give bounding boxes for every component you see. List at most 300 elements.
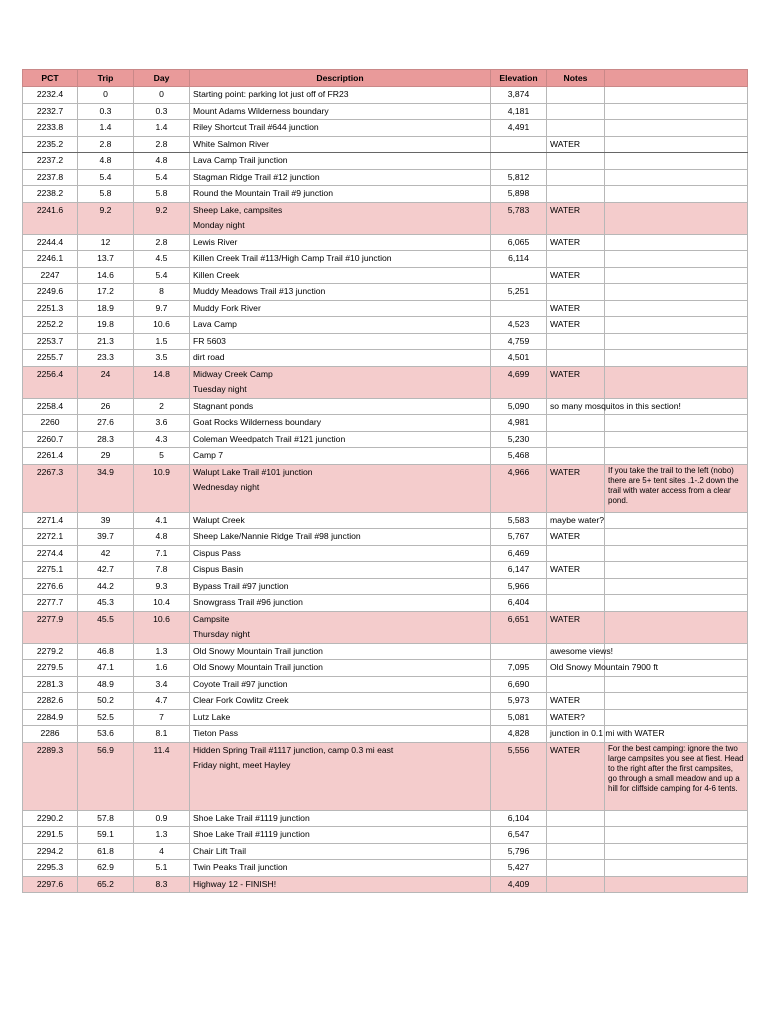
cell-trip: 14.6 xyxy=(78,267,134,284)
cell-day: 2.8 xyxy=(134,136,190,153)
header-elevation: Elevation xyxy=(491,70,547,87)
table-row xyxy=(23,103,748,120)
cell-elevation xyxy=(491,643,547,660)
cell-pct: 2277.7 xyxy=(23,595,78,612)
cell-day: 8 xyxy=(134,284,190,301)
cell-trip: 24 xyxy=(78,366,134,398)
table-row xyxy=(23,251,748,268)
table-row xyxy=(23,398,748,415)
cell-extra-notes xyxy=(605,860,748,877)
cell-pct: 2253.7 xyxy=(23,333,78,350)
cell-trip: 45.3 xyxy=(78,595,134,612)
cell-description xyxy=(190,317,491,334)
cell-description xyxy=(190,529,491,546)
cell-day: 3.4 xyxy=(134,676,190,693)
cell-trip: 61.8 xyxy=(78,843,134,860)
cell-day: 4.8 xyxy=(134,153,190,170)
cell-notes: WATER xyxy=(547,742,605,810)
cell-pct: 2233.8 xyxy=(23,120,78,137)
cell-extra-notes xyxy=(605,284,748,301)
cell-trip: 42 xyxy=(78,545,134,562)
description-line: Campsite xyxy=(193,613,230,624)
cell-elevation: 6,651 xyxy=(491,611,547,643)
cell-pct: 2255.7 xyxy=(23,350,78,367)
cell-pct: 2286 xyxy=(23,726,78,743)
cell-day: 5.4 xyxy=(134,169,190,186)
cell-day: 4.1 xyxy=(134,512,190,529)
cell-pct: 2237.2 xyxy=(23,153,78,170)
description-line: Tuesday night xyxy=(193,384,247,394)
cell-elevation: 5,090 xyxy=(491,398,547,415)
cell-description xyxy=(190,448,491,465)
cell-pct: 2282.6 xyxy=(23,693,78,710)
description-line: Walupt Lake Trail #101 junction xyxy=(193,466,313,477)
cell-description xyxy=(190,512,491,529)
cell-extra-notes xyxy=(605,333,748,350)
description-line: Cispus Pass xyxy=(193,547,241,558)
cell-pct: 2261.4 xyxy=(23,448,78,465)
cell-trip: 39.7 xyxy=(78,529,134,546)
cell-notes xyxy=(547,431,605,448)
table-row xyxy=(23,676,748,693)
cell-description xyxy=(190,660,491,677)
description-line: Stagnant ponds xyxy=(193,400,254,411)
table-row xyxy=(23,431,748,448)
cell-pct: 2289.3 xyxy=(23,742,78,810)
cell-extra-notes xyxy=(605,512,748,529)
cell-day: 1.4 xyxy=(134,120,190,137)
cell-trip: 0 xyxy=(78,87,134,104)
cell-day: 4.3 xyxy=(134,431,190,448)
table-row xyxy=(23,611,748,643)
cell-elevation: 7,095 xyxy=(491,660,547,677)
description-line: Thursday night xyxy=(193,629,250,639)
description-line: Stagman Ridge Trail #12 junction xyxy=(193,171,320,182)
cell-trip: 17.2 xyxy=(78,284,134,301)
cell-elevation xyxy=(491,300,547,317)
cell-trip: 23.3 xyxy=(78,350,134,367)
description-line: Highway 12 - FINISH! xyxy=(193,878,277,889)
cell-extra-notes xyxy=(605,153,748,170)
description-line: Muddy Fork River xyxy=(193,302,261,313)
cell-trip: 46.8 xyxy=(78,643,134,660)
description-line: Lava Camp Trail junction xyxy=(193,155,288,165)
cell-day: 1.6 xyxy=(134,660,190,677)
cell-description xyxy=(190,136,491,153)
table-row xyxy=(23,350,748,367)
cell-description xyxy=(190,202,491,234)
cell-day: 4.7 xyxy=(134,693,190,710)
cell-trip: 57.8 xyxy=(78,810,134,827)
description-line: Clear Fork Cowlitz Creek xyxy=(193,695,289,705)
cell-trip: 13.7 xyxy=(78,251,134,268)
cell-description xyxy=(190,300,491,317)
cell-day: 0.9 xyxy=(134,810,190,827)
cell-day: 1.3 xyxy=(134,827,190,844)
cell-day: 4.5 xyxy=(134,251,190,268)
cell-pct: 2272.1 xyxy=(23,529,78,546)
description-line: White Salmon River xyxy=(193,138,269,149)
description-line: Bypass Trail #97 junction xyxy=(193,580,289,591)
cell-elevation xyxy=(491,153,547,170)
table-row xyxy=(23,87,748,104)
cell-trip: 42.7 xyxy=(78,562,134,579)
table-row xyxy=(23,120,748,137)
cell-description xyxy=(190,120,491,137)
cell-day: 9.2 xyxy=(134,202,190,234)
cell-extra-notes xyxy=(605,202,748,234)
cell-description xyxy=(190,464,491,512)
cell-notes xyxy=(547,827,605,844)
description-line: Chair Lift Trail xyxy=(193,845,247,856)
cell-description xyxy=(190,860,491,877)
description-line: Sheep Lake, campsites xyxy=(193,204,283,215)
table-row xyxy=(23,810,748,827)
cell-description xyxy=(190,810,491,827)
cell-pct: 2232.4 xyxy=(23,87,78,104)
cell-notes xyxy=(547,103,605,120)
cell-notes xyxy=(547,251,605,268)
cell-extra-notes xyxy=(605,676,748,693)
cell-description xyxy=(190,676,491,693)
cell-elevation: 4,828 xyxy=(491,726,547,743)
cell-notes: WATER xyxy=(547,529,605,546)
cell-extra-notes xyxy=(605,611,748,643)
cell-elevation: 5,812 xyxy=(491,169,547,186)
cell-description xyxy=(190,186,491,203)
cell-pct: 2281.3 xyxy=(23,676,78,693)
cell-trip: 0.3 xyxy=(78,103,134,120)
trail-itinerary-table xyxy=(22,69,748,893)
cell-pct: 2271.4 xyxy=(23,512,78,529)
cell-description xyxy=(190,267,491,284)
table-row xyxy=(23,366,748,398)
cell-notes: WATER xyxy=(547,611,605,643)
cell-notes: so many mosquitos in this section! xyxy=(547,398,605,415)
cell-extra-notes xyxy=(605,562,748,579)
cell-pct: 2235.2 xyxy=(23,136,78,153)
cell-extra-notes xyxy=(605,643,748,660)
cell-notes xyxy=(547,153,605,170)
cell-pct: 2251.3 xyxy=(23,300,78,317)
cell-elevation: 5,973 xyxy=(491,693,547,710)
cell-pct: 2260.7 xyxy=(23,431,78,448)
description-line: Starting point: parking lot just off of FR23 xyxy=(193,89,349,99)
cell-trip: 34.9 xyxy=(78,464,134,512)
table-row xyxy=(23,153,748,170)
cell-extra-notes xyxy=(605,300,748,317)
cell-pct: 2294.2 xyxy=(23,843,78,860)
cell-day: 10.6 xyxy=(134,611,190,643)
cell-day: 4.8 xyxy=(134,529,190,546)
cell-trip: 29 xyxy=(78,448,134,465)
cell-day: 7.1 xyxy=(134,545,190,562)
cell-description xyxy=(190,366,491,398)
cell-description xyxy=(190,350,491,367)
cell-pct: 2260 xyxy=(23,415,78,432)
cell-extra-notes xyxy=(605,251,748,268)
description-line: Lutz Lake xyxy=(193,711,231,722)
cell-trip: 4.8 xyxy=(78,153,134,170)
cell-elevation: 4,491 xyxy=(491,120,547,137)
cell-description xyxy=(190,693,491,710)
cell-extra-notes xyxy=(605,169,748,186)
description-line: Mount Adams Wilderness boundary xyxy=(193,105,329,116)
cell-extra-notes xyxy=(605,595,748,612)
cell-elevation: 5,468 xyxy=(491,448,547,465)
cell-extra-notes xyxy=(605,120,748,137)
cell-trip: 18.9 xyxy=(78,300,134,317)
cell-elevation: 4,981 xyxy=(491,415,547,432)
cell-day: 14.8 xyxy=(134,366,190,398)
table-row xyxy=(23,709,748,726)
cell-description xyxy=(190,251,491,268)
description-line: Hidden Spring Trail #1117 junction, camp 0.3 mi east xyxy=(193,744,394,755)
table-row xyxy=(23,529,748,546)
cell-trip: 48.9 xyxy=(78,676,134,693)
table-row xyxy=(23,545,748,562)
description-line: Shoe Lake Trail #1119 junction xyxy=(193,829,310,839)
cell-day: 7 xyxy=(134,709,190,726)
cell-elevation xyxy=(491,136,547,153)
cell-trip: 9.2 xyxy=(78,202,134,234)
cell-day: 4 xyxy=(134,843,190,860)
cell-notes: WATER xyxy=(547,693,605,710)
cell-day: 0.3 xyxy=(134,103,190,120)
description-line: Sheep Lake/Nannie Ridge Trail #98 junction xyxy=(193,531,361,541)
cell-description xyxy=(190,284,491,301)
cell-extra-notes xyxy=(605,810,748,827)
cell-extra-notes xyxy=(605,267,748,284)
cell-pct: 2279.5 xyxy=(23,660,78,677)
cell-notes: WATER xyxy=(547,366,605,398)
description-line: Snowgrass Trail #96 junction xyxy=(193,597,303,607)
cell-elevation: 5,767 xyxy=(491,529,547,546)
cell-description xyxy=(190,562,491,579)
cell-description xyxy=(190,545,491,562)
cell-description xyxy=(190,578,491,595)
description-line: Killen Creek xyxy=(193,269,240,280)
description-line: Round the Mountain Trail #9 junction xyxy=(193,188,333,198)
cell-description xyxy=(190,398,491,415)
cell-extra-notes xyxy=(605,876,748,893)
cell-elevation: 5,081 xyxy=(491,709,547,726)
table-row xyxy=(23,827,748,844)
description-line: Friday night, meet Hayley xyxy=(193,760,291,770)
cell-notes: WATER xyxy=(547,202,605,234)
cell-extra-notes xyxy=(605,709,748,726)
description-line: Old Snowy Mountain Trail junction xyxy=(193,645,323,656)
cell-notes: WATER xyxy=(547,300,605,317)
header-description: Description xyxy=(190,70,491,87)
cell-pct: 2237.8 xyxy=(23,169,78,186)
cell-extra-notes xyxy=(605,186,748,203)
cell-description xyxy=(190,742,491,810)
cell-elevation: 6,547 xyxy=(491,827,547,844)
description-line: Goat Rocks Wilderness boundary xyxy=(193,417,322,427)
table-row xyxy=(23,512,748,529)
cell-description xyxy=(190,595,491,612)
cell-extra-notes xyxy=(605,366,748,398)
description-line: Midway Creek Camp xyxy=(193,368,273,379)
cell-elevation: 4,699 xyxy=(491,366,547,398)
cell-elevation: 4,759 xyxy=(491,333,547,350)
cell-elevation: 6,147 xyxy=(491,562,547,579)
table-row xyxy=(23,333,748,350)
table-row xyxy=(23,284,748,301)
cell-trip: 45.5 xyxy=(78,611,134,643)
cell-extra-notes xyxy=(605,234,748,251)
cell-pct: 2275.1 xyxy=(23,562,78,579)
header-row xyxy=(23,70,748,87)
cell-description xyxy=(190,153,491,170)
cell-trip: 62.9 xyxy=(78,860,134,877)
cell-elevation: 5,251 xyxy=(491,284,547,301)
cell-elevation: 5,556 xyxy=(491,742,547,810)
cell-trip: 5.4 xyxy=(78,169,134,186)
cell-day: 1.3 xyxy=(134,643,190,660)
cell-trip: 56.9 xyxy=(78,742,134,810)
cell-extra-notes: For the best camping: ignore the two large campsites you see at fiest. Head to the right after the first campsites, go through a small meadow and up a hill for cliffside camping for 4-6 tents. xyxy=(605,742,748,810)
cell-pct: 2284.9 xyxy=(23,709,78,726)
cell-trip: 21.3 xyxy=(78,333,134,350)
cell-notes xyxy=(547,186,605,203)
table-row xyxy=(23,742,748,810)
cell-elevation: 6,104 xyxy=(491,810,547,827)
cell-notes xyxy=(547,810,605,827)
cell-pct: 2267.3 xyxy=(23,464,78,512)
cell-day: 3.6 xyxy=(134,415,190,432)
cell-pct: 2232.7 xyxy=(23,103,78,120)
cell-notes: WATER xyxy=(547,562,605,579)
cell-pct: 2290.2 xyxy=(23,810,78,827)
cell-elevation: 6,065 xyxy=(491,234,547,251)
cell-description xyxy=(190,87,491,104)
cell-elevation: 5,427 xyxy=(491,860,547,877)
cell-day: 1.5 xyxy=(134,333,190,350)
cell-description xyxy=(190,431,491,448)
cell-trip: 53.6 xyxy=(78,726,134,743)
description-line: Lewis River xyxy=(193,236,238,247)
table-row xyxy=(23,578,748,595)
cell-extra-notes xyxy=(605,415,748,432)
header-pct: PCT xyxy=(23,70,78,87)
header-extra xyxy=(605,70,748,87)
table-row xyxy=(23,860,748,877)
description-line: Wednesday night xyxy=(193,482,260,492)
cell-trip: 52.5 xyxy=(78,709,134,726)
cell-day: 2 xyxy=(134,398,190,415)
cell-notes: WATER xyxy=(547,317,605,334)
table-row xyxy=(23,643,748,660)
cell-elevation: 5,898 xyxy=(491,186,547,203)
cell-notes xyxy=(547,350,605,367)
cell-pct: 2256.4 xyxy=(23,366,78,398)
cell-elevation: 6,114 xyxy=(491,251,547,268)
cell-notes: maybe water? xyxy=(547,512,605,529)
table-row xyxy=(23,448,748,465)
description-line: Monday night xyxy=(193,220,245,230)
cell-trip: 44.2 xyxy=(78,578,134,595)
cell-trip: 65.2 xyxy=(78,876,134,893)
cell-notes xyxy=(547,876,605,893)
table-row xyxy=(23,876,748,893)
cell-pct: 2247 xyxy=(23,267,78,284)
cell-extra-notes xyxy=(605,843,748,860)
description-line: Riley Shortcut Trail #644 junction xyxy=(193,122,319,132)
table-row xyxy=(23,464,748,512)
cell-elevation: 6,469 xyxy=(491,545,547,562)
cell-day: 3.5 xyxy=(134,350,190,367)
cell-extra-notes xyxy=(605,87,748,104)
cell-description xyxy=(190,876,491,893)
table-row xyxy=(23,136,748,153)
cell-day: 8.1 xyxy=(134,726,190,743)
cell-elevation: 3,874 xyxy=(491,87,547,104)
cell-day: 11.4 xyxy=(134,742,190,810)
cell-trip: 47.1 xyxy=(78,660,134,677)
description-line: Muddy Meadows Trail #13 junction xyxy=(193,286,326,296)
cell-extra-notes xyxy=(605,545,748,562)
cell-notes: WATER xyxy=(547,234,605,251)
cell-extra-notes xyxy=(605,827,748,844)
description-line: Camp 7 xyxy=(193,450,224,460)
cell-pct: 2276.6 xyxy=(23,578,78,595)
cell-extra-notes xyxy=(605,693,748,710)
description-line: dirt road xyxy=(193,352,225,362)
cell-description xyxy=(190,726,491,743)
cell-elevation: 5,796 xyxy=(491,843,547,860)
description-line: Lava Camp xyxy=(193,319,237,329)
table-row xyxy=(23,595,748,612)
cell-day: 10.6 xyxy=(134,317,190,334)
cell-notes xyxy=(547,415,605,432)
cell-elevation: 5,783 xyxy=(491,202,547,234)
cell-extra-notes xyxy=(605,529,748,546)
cell-pct: 2277.9 xyxy=(23,611,78,643)
cell-pct: 2295.3 xyxy=(23,860,78,877)
cell-description xyxy=(190,709,491,726)
cell-day: 5.1 xyxy=(134,860,190,877)
cell-trip: 28.3 xyxy=(78,431,134,448)
cell-day: 2.8 xyxy=(134,234,190,251)
cell-description xyxy=(190,843,491,860)
table-row xyxy=(23,202,748,234)
cell-description xyxy=(190,234,491,251)
cell-elevation: 6,404 xyxy=(491,595,547,612)
cell-notes: WATER xyxy=(547,464,605,512)
cell-notes xyxy=(547,284,605,301)
description-line: Coleman Weedpatch Trail #121 junction xyxy=(193,433,346,444)
table-row xyxy=(23,186,748,203)
cell-description xyxy=(190,643,491,660)
cell-day: 5.8 xyxy=(134,186,190,203)
cell-description xyxy=(190,169,491,186)
cell-trip: 59.1 xyxy=(78,827,134,844)
cell-elevation: 4,501 xyxy=(491,350,547,367)
cell-notes: WATER xyxy=(547,136,605,153)
cell-pct: 2291.5 xyxy=(23,827,78,844)
cell-elevation: 4,523 xyxy=(491,317,547,334)
cell-elevation: 6,690 xyxy=(491,676,547,693)
cell-extra-notes xyxy=(605,578,748,595)
description-line: Shoe Lake Trail #1119 junction xyxy=(193,812,310,823)
cell-description xyxy=(190,333,491,350)
table-row xyxy=(23,300,748,317)
table-row xyxy=(23,234,748,251)
cell-notes xyxy=(547,595,605,612)
cell-elevation: 5,230 xyxy=(491,431,547,448)
